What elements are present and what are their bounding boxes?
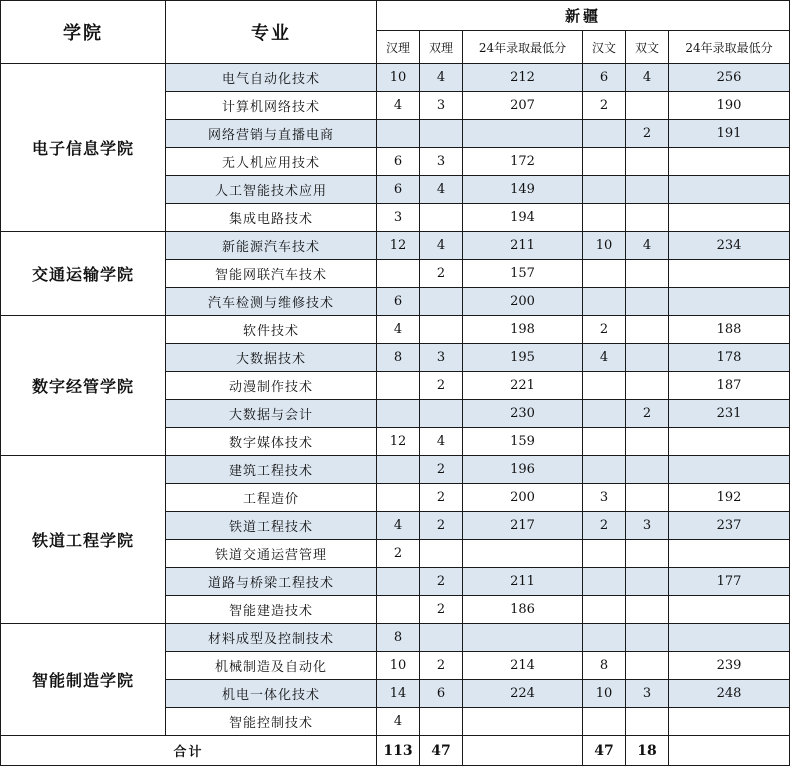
value-cell	[626, 540, 669, 568]
major-name: 材料成型及控制技术	[166, 624, 377, 652]
value-cell	[626, 344, 669, 372]
value-cell	[626, 372, 669, 400]
value-cell: 172	[463, 148, 583, 176]
value-cell: 211	[463, 232, 583, 260]
value-cell	[626, 456, 669, 484]
value-cell: 2	[626, 120, 669, 148]
value-cell: 3	[420, 148, 463, 176]
value-cell: 6	[377, 148, 420, 176]
value-cell: 4	[626, 232, 669, 260]
value-cell	[583, 260, 626, 288]
major-name: 数字媒体技术	[166, 428, 377, 456]
value-cell	[583, 540, 626, 568]
value-cell: 234	[669, 232, 790, 260]
value-cell	[420, 204, 463, 232]
value-cell	[669, 456, 790, 484]
value-cell: 198	[463, 316, 583, 344]
value-cell	[583, 568, 626, 596]
value-cell: 221	[463, 372, 583, 400]
value-cell: 157	[463, 260, 583, 288]
value-cell: 6	[583, 64, 626, 92]
value-cell: 194	[463, 204, 583, 232]
value-cell: 3	[626, 512, 669, 540]
value-cell	[626, 568, 669, 596]
col-header-han-arts: 汉文	[583, 31, 626, 64]
value-cell	[669, 596, 790, 624]
value-cell: 2	[583, 316, 626, 344]
value-cell: 239	[669, 652, 790, 680]
value-cell	[420, 316, 463, 344]
value-cell: 224	[463, 680, 583, 708]
table-row	[1, 316, 790, 344]
value-cell: 8	[377, 624, 420, 652]
value-cell	[420, 624, 463, 652]
value-cell	[583, 288, 626, 316]
value-cell: 248	[669, 680, 790, 708]
value-cell	[583, 596, 626, 624]
value-cell: 207	[463, 92, 583, 120]
value-cell	[377, 372, 420, 400]
major-name: 无人机应用技术	[166, 148, 377, 176]
value-cell: 4	[583, 344, 626, 372]
value-cell	[583, 456, 626, 484]
value-cell: 3	[420, 92, 463, 120]
value-cell: 191	[669, 120, 790, 148]
value-cell	[420, 120, 463, 148]
value-cell: 4	[420, 428, 463, 456]
value-cell: 4	[420, 232, 463, 260]
value-cell	[669, 624, 790, 652]
table-row	[1, 624, 790, 652]
major-name: 工程造价	[166, 484, 377, 512]
value-cell	[669, 260, 790, 288]
value-cell	[669, 204, 790, 232]
value-cell: 190	[669, 92, 790, 120]
college-header: 学院	[1, 1, 166, 64]
value-cell	[626, 428, 669, 456]
value-cell	[626, 148, 669, 176]
value-cell: 4	[377, 512, 420, 540]
major-name: 铁道交通运营管理	[166, 540, 377, 568]
major-name: 智能控制技术	[166, 708, 377, 736]
value-cell: 217	[463, 512, 583, 540]
value-cell: 178	[669, 344, 790, 372]
value-cell: 6	[377, 288, 420, 316]
value-cell: 2	[420, 456, 463, 484]
value-cell: 214	[463, 652, 583, 680]
value-cell: 2	[420, 652, 463, 680]
value-cell: 177	[669, 568, 790, 596]
value-cell: 10	[583, 680, 626, 708]
value-cell	[583, 428, 626, 456]
header-row-1	[1, 1, 790, 31]
value-cell	[626, 624, 669, 652]
value-cell	[377, 484, 420, 512]
table-row	[1, 456, 790, 484]
value-cell	[463, 624, 583, 652]
col-header-arts-min-score: 24年录取最低分	[669, 31, 790, 64]
major-name: 建筑工程技术	[166, 456, 377, 484]
value-cell	[669, 708, 790, 736]
total-value	[463, 736, 583, 766]
value-cell: 188	[669, 316, 790, 344]
value-cell	[420, 400, 463, 428]
value-cell	[669, 540, 790, 568]
major-header: 专业	[166, 1, 377, 64]
value-cell	[377, 456, 420, 484]
value-cell: 200	[463, 288, 583, 316]
college-name: 智能制造学院	[1, 624, 166, 736]
value-cell: 10	[377, 652, 420, 680]
region-header: 新疆	[377, 1, 790, 31]
value-cell: 2	[420, 484, 463, 512]
value-cell: 149	[463, 176, 583, 204]
value-cell: 2	[626, 400, 669, 428]
value-cell	[583, 148, 626, 176]
major-name: 汽车检测与维修技术	[166, 288, 377, 316]
major-name: 集成电路技术	[166, 204, 377, 232]
value-cell: 2	[420, 260, 463, 288]
value-cell	[583, 708, 626, 736]
major-name: 机械制造及自动化	[166, 652, 377, 680]
value-cell: 2	[420, 596, 463, 624]
value-cell: 200	[463, 484, 583, 512]
value-cell: 256	[669, 64, 790, 92]
college-name: 数字经管学院	[1, 316, 166, 456]
total-value: 47	[583, 736, 626, 766]
value-cell	[377, 596, 420, 624]
major-name: 智能网联汽车技术	[166, 260, 377, 288]
value-cell: 3	[626, 680, 669, 708]
major-name: 机电一体化技术	[166, 680, 377, 708]
value-cell: 4	[377, 708, 420, 736]
value-cell	[377, 260, 420, 288]
value-cell: 192	[669, 484, 790, 512]
value-cell	[420, 540, 463, 568]
value-cell: 2	[583, 92, 626, 120]
major-name: 新能源汽车技术	[166, 232, 377, 260]
total-label: 合计	[1, 736, 377, 766]
value-cell	[583, 176, 626, 204]
major-name: 软件技术	[166, 316, 377, 344]
value-cell: 14	[377, 680, 420, 708]
value-cell	[626, 288, 669, 316]
major-name: 网络营销与直播电商	[166, 120, 377, 148]
value-cell: 4	[420, 64, 463, 92]
value-cell	[463, 120, 583, 148]
value-cell	[626, 92, 669, 120]
major-name: 计算机网络技术	[166, 92, 377, 120]
col-header-bilingual-science: 双理	[420, 31, 463, 64]
value-cell	[669, 148, 790, 176]
value-cell	[377, 568, 420, 596]
col-header-bilingual-arts: 双文	[626, 31, 669, 64]
value-cell: 3	[420, 344, 463, 372]
major-name: 大数据技术	[166, 344, 377, 372]
value-cell	[583, 204, 626, 232]
value-cell: 2	[377, 540, 420, 568]
value-cell	[626, 484, 669, 512]
college-name: 电子信息学院	[1, 64, 166, 232]
major-name: 电气自动化技术	[166, 64, 377, 92]
col-header-han-science: 汉理	[377, 31, 420, 64]
value-cell	[463, 540, 583, 568]
value-cell	[669, 176, 790, 204]
value-cell	[583, 400, 626, 428]
value-cell	[583, 624, 626, 652]
value-cell	[377, 120, 420, 148]
value-cell: 4	[377, 92, 420, 120]
value-cell: 2	[583, 512, 626, 540]
total-value: 18	[626, 736, 669, 766]
value-cell	[420, 288, 463, 316]
value-cell: 6	[420, 680, 463, 708]
major-name: 智能建造技术	[166, 596, 377, 624]
value-cell	[626, 596, 669, 624]
value-cell	[626, 652, 669, 680]
value-cell	[463, 708, 583, 736]
value-cell	[626, 708, 669, 736]
value-cell: 6	[377, 176, 420, 204]
col-header-science-min-score: 24年录取最低分	[463, 31, 583, 64]
value-cell: 2	[420, 372, 463, 400]
value-cell: 4	[626, 64, 669, 92]
total-value: 113	[377, 736, 420, 766]
value-cell: 231	[669, 400, 790, 428]
total-value	[669, 736, 790, 766]
value-cell: 3	[377, 204, 420, 232]
table-row	[1, 232, 790, 260]
value-cell: 10	[377, 64, 420, 92]
college-name: 交通运输学院	[1, 232, 166, 316]
value-cell: 212	[463, 64, 583, 92]
value-cell: 4	[420, 176, 463, 204]
value-cell: 12	[377, 428, 420, 456]
major-name: 动漫制作技术	[166, 372, 377, 400]
major-name: 铁道工程技术	[166, 512, 377, 540]
value-cell	[669, 288, 790, 316]
value-cell: 187	[669, 372, 790, 400]
value-cell: 2	[420, 568, 463, 596]
total-row	[1, 736, 790, 766]
value-cell	[583, 120, 626, 148]
value-cell	[377, 400, 420, 428]
value-cell	[669, 428, 790, 456]
value-cell	[420, 708, 463, 736]
value-cell: 186	[463, 596, 583, 624]
value-cell: 2	[420, 512, 463, 540]
value-cell	[626, 316, 669, 344]
value-cell: 8	[583, 652, 626, 680]
major-name: 人工智能技术应用	[166, 176, 377, 204]
value-cell: 159	[463, 428, 583, 456]
value-cell: 3	[583, 484, 626, 512]
value-cell: 4	[377, 316, 420, 344]
major-name: 大数据与会计	[166, 400, 377, 428]
value-cell	[626, 260, 669, 288]
value-cell	[626, 176, 669, 204]
value-cell: 10	[583, 232, 626, 260]
total-value: 47	[420, 736, 463, 766]
value-cell	[626, 204, 669, 232]
table-row	[1, 64, 790, 92]
value-cell: 195	[463, 344, 583, 372]
value-cell: 211	[463, 568, 583, 596]
value-cell: 237	[669, 512, 790, 540]
major-name: 道路与桥梁工程技术	[166, 568, 377, 596]
value-cell	[583, 372, 626, 400]
value-cell: 230	[463, 400, 583, 428]
value-cell: 196	[463, 456, 583, 484]
value-cell: 8	[377, 344, 420, 372]
value-cell: 12	[377, 232, 420, 260]
college-name: 铁道工程学院	[1, 456, 166, 624]
